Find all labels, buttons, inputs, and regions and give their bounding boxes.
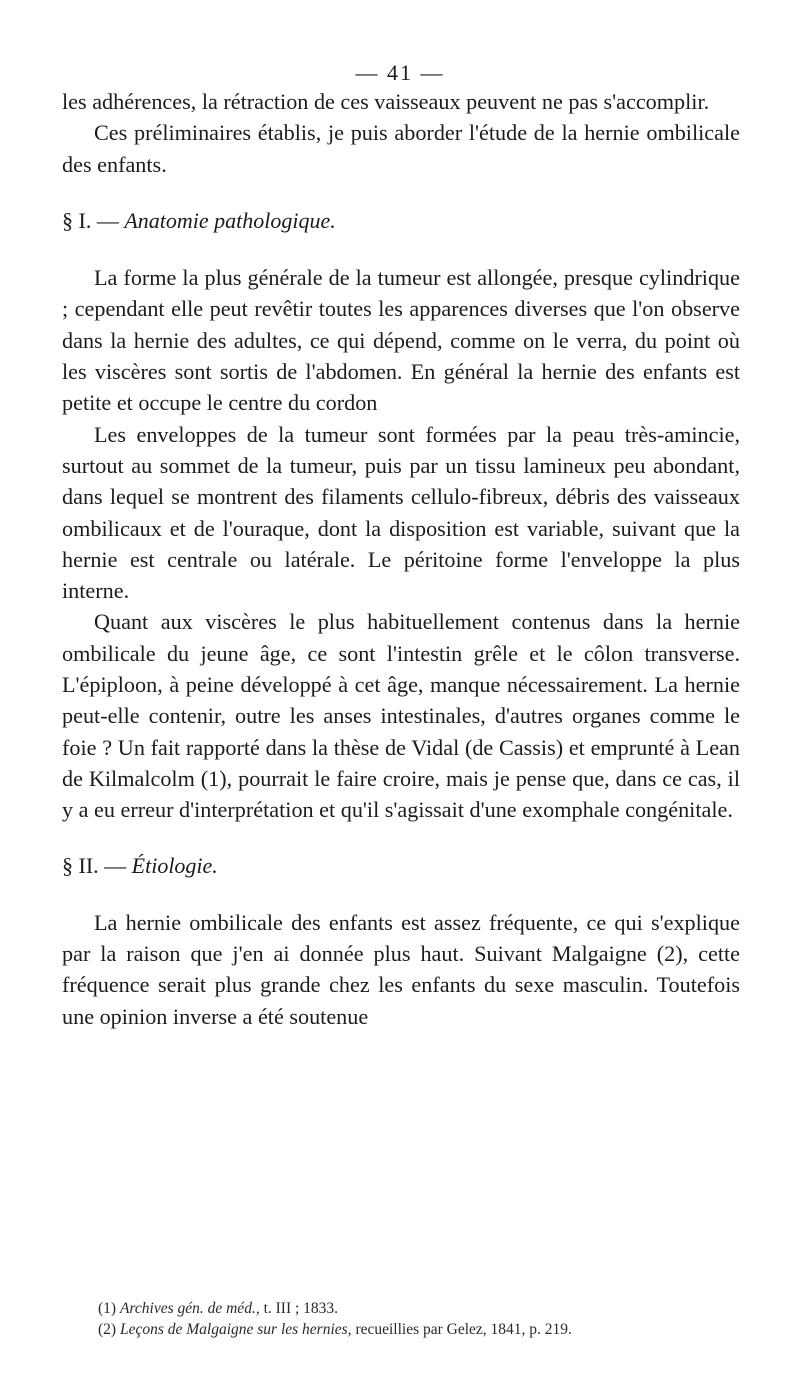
paragraph-visceres: Quant aux viscères le plus habituellement contenus dans la hernie ombilicale du jeune âge, ce sont l'intestin grêle et le côlon transverse. L'épiploon, à peine développé à cet âge, manque nécessairement. La hernie peut-elle contenir, outre les anses intestinales, d'autres organes comme le foie ? Un fait rapporté dans la thèse de Vidal (de Cassis) et emprunté à Lean de Kilmalcolm (1), pourrait le faire croire, mais je pense que, dans ce cas, il y a eu erreur d'interprétation et qu'il s'agissait d'une exomphale congénitale. — [62, 609, 740, 823]
page-number: — 41 — — [355, 60, 445, 85]
paragraph-enveloppes: Les enveloppes de la tumeur sont formées par la peau très-amincie, surtout au sommet de la tumeur, puis par un tissu lamineux peu abondant, dans lequel se montrent des filaments cellulo-fibreux, débris des vaisseaux ombilicaux et de l'ouraque, dont la disposition est variable, suivant que la hernie est centrale ou latérale. Le péritoine forme l'enveloppe la plus interne. — [62, 421, 740, 604]
footnote-detail: recueillies par Gelez, 1841, p. 219. — [355, 1321, 572, 1338]
section-number: § I. — — [62, 207, 119, 233]
footnotes — [98, 1298, 758, 1340]
body-text — [62, 86, 740, 1032]
footnote-detail: t. III ; 1833. — [263, 1300, 339, 1317]
section-heading-anatomie — [62, 205, 740, 236]
footnote-marker: (2) — [98, 1321, 117, 1338]
footnote-2 — [98, 1319, 758, 1340]
paragraph-forme-tumeur: La forme la plus générale de la tumeur est allongée, presque cylindrique ; cependant elle peut revêtir toutes les apparences diverses que l'on observe dans la hernie des adultes, ce qui dépend, comme on le verra, du point où les viscères sont sortis de l'abdomen. En général la hernie des enfants est petite et occupe le centre du cordon — [62, 265, 740, 416]
paragraph-preliminaries: Ces préliminaires établis, je puis aborder l'étude de la hernie ombilicale des enfants. — [62, 120, 740, 177]
section-heading-etiologie — [62, 850, 740, 881]
section-title: Étiologie. — [131, 852, 218, 878]
paragraph-frequence: La hernie ombilicale des enfants est assez fréquente, ce qui s'explique par la raison que j'en ai donnée plus haut. Suivant Malgaigne (2), cette fréquence serait plus grande chez les enfants du sexe masculin. Toutefois une opinion inverse a été soutenue — [62, 909, 740, 1029]
footnote-title: Leçons de Malgaigne sur les hernies, — [119, 1321, 352, 1338]
footnote-marker: (1) — [98, 1300, 117, 1317]
section-number: § II. — — [62, 852, 127, 878]
section-title: Anatomie pathologique. — [124, 207, 336, 233]
footnote-1 — [98, 1298, 758, 1319]
footnote-title: Archives gén. de méd., — [119, 1300, 260, 1317]
paragraph-continuation: les adhérences, la rétraction de ces vaisseaux peuvent ne pas s'accomplir. — [62, 89, 710, 114]
